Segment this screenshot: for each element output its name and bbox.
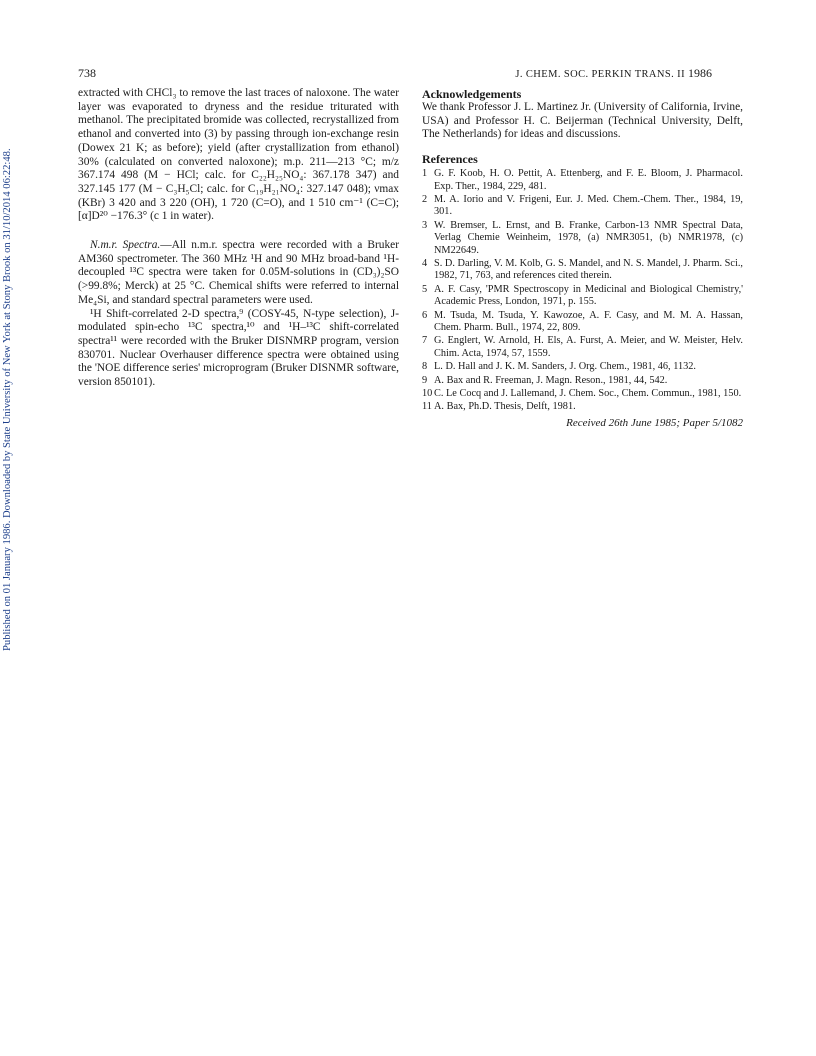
reference-text: M. Tsuda, M. Tsuda, Y. Kawozoe, A. F. Casy, and M. M. A. Hassan, Chem. Pharm. Bull., 1974, 22, 809.	[434, 309, 743, 333]
reference-item	[422, 361, 743, 373]
acknowledgements-text: We thank Professor J. L. Martinez Jr. (University of California, Irvine, USA) and Professor H. C. Beijerman (Technical University, Delft, The Netherlands) for ideas and discussions.	[422, 101, 743, 141]
reference-number: 5	[422, 283, 428, 295]
right-column	[422, 87, 743, 431]
reference-text: W. Bremser, L. Ernst, and B. Franke, Carbon-13 NMR Spectral Data, Verlag Chemie Weinheim, 1978, (a) NMR3051, (b) NMR1978, (c) NM22649.	[434, 219, 743, 256]
reference-number: 1	[422, 168, 428, 180]
reference-number: 6	[422, 309, 428, 321]
reference-item	[422, 388, 743, 400]
reference-text: A. F. Casy, 'PMR Spectroscopy in Medicinal and Biological Chemistry,' Academic Press, London, 1971, p. 155.	[434, 283, 743, 308]
reference-text: A. Bax, Ph.D. Thesis, Delft, 1981.	[434, 401, 576, 413]
reference-text: A. Bax and R. Freeman, J. Magn. Reson., 1981, 44, 542.	[434, 374, 668, 386]
reference-number: 11	[422, 401, 432, 413]
reference-item	[422, 194, 743, 219]
references-list	[422, 168, 743, 414]
reference-item	[422, 375, 743, 387]
reference-item	[422, 168, 743, 193]
reference-number: 4	[422, 257, 428, 269]
reference-number: 9	[422, 374, 428, 386]
reference-number: 2	[422, 193, 428, 205]
reference-item	[422, 335, 743, 360]
references-heading: References	[422, 152, 478, 167]
reference-text: G. F. Koob, H. O. Pettit, A. Ettenberg, and F. E. Bloom, J. Pharmacol. Exp. Ther., 1984, 229, 481.	[434, 168, 743, 192]
reference-text: G. Englert, W. Arnold, H. Els, A. Furst, A. Meier, and W. Meister, Helv. Chim. Acta, 1974, 57, 1559.	[434, 335, 743, 359]
nmr-text: —All n.m.r. spectra were recorded with a Bruker AM360 spectrometer. The 360 MHz ¹H and 90 MHz broad-band ¹H-decoupled ¹³C spectra were taken for 0.05M-solutions in (CD₃)₂SO (>99.8%; Merck) at 25 °C. Chemical shifts were referred to internal Me₄Si, and standard spectral parameters were used.	[78, 239, 399, 306]
experimental-paragraph: extracted with CHCl₃ to remove the last traces of naloxone. The water layer was evaporated to dryness and the residue triturated with methanol. The precipitated bromide was collected, recrystallized from ethanol and converted into (3) by passing through ion-exchange resin (Dowex 21 K; as before); yield (after crystallization from ethanol) 30% (calculated on converted naloxone); m.p. 211—213 °C; m/z 367.174 498 (M − HCl; calc. for C₂₂H₂₅NO₄: 367.178 347) and 327.145 177 (M − C₃H₅Cl; calc. for C₁₉H₂₁NO₄: 327.147 048); νmax (KBr) 3 420 and 3 220 (OH), 1 720 (C=O), and 1 510 cm⁻¹ (C=C); [α]D²⁰ −176.3° (c 1 in water).	[78, 87, 399, 223]
journal-header	[515, 66, 712, 81]
received-note: Received 26th June 1985; Paper 5/1082	[566, 416, 743, 429]
reference-text: S. D. Darling, V. M. Kolb, G. S. Mandel, and N. S. Mandel, J. Pharm. Sci., 1982, 71, 763, and references cited therein.	[434, 257, 743, 282]
journal-name: J. CHEM. SOC. PERKIN TRANS. II	[515, 69, 685, 80]
page-number: 738	[78, 66, 96, 80]
reference-number: 7	[422, 335, 428, 347]
spectra-paragraph: ¹H Shift-correlated 2-D spectra,⁹ (COSY-45, N-type selection), J-modulated spin-echo ¹³C spectra,¹⁰ and ¹H–¹³C shift-correlated spectra¹¹ were recorded with the Bruker DISNMRP program, version 830701. Nuclear Overhauser difference spectra were obtained using the 'NOE difference series' microprogram (Bruker DISNMR software, version 850101).	[78, 307, 399, 389]
reference-item	[422, 310, 743, 335]
reference-item	[422, 284, 743, 309]
reference-number: 10	[422, 388, 433, 400]
download-watermark: Published on 01 January 1986. Downloaded by State University of New York at Stony Brook on 31/10/2014 06:22:48.	[2, 148, 13, 652]
reference-item	[422, 401, 743, 413]
reference-text: C. Le Cocq and J. Lallemand, J. Chem. Soc., Chem. Commun., 1981, 150.	[434, 388, 742, 400]
nmr-paragraph	[78, 239, 399, 308]
left-column	[78, 87, 399, 390]
reference-text: L. D. Hall and J. K. M. Sanders, J. Org. Chem., 1981, 46, 1132.	[434, 361, 696, 373]
reference-number: 8	[422, 361, 428, 373]
acknowledgements-heading: Acknowledgements	[422, 87, 522, 101]
reference-item	[422, 220, 743, 257]
reference-text: M. A. Iorio and V. Frigeni, Eur. J. Med. Chem.-Chem. Ther., 1984, 19, 301.	[434, 193, 743, 218]
nmr-label: N.m.r. Spectra.	[90, 239, 161, 252]
reference-number: 3	[422, 219, 428, 231]
reference-item	[422, 258, 743, 283]
journal-year: 1986	[688, 66, 712, 80]
